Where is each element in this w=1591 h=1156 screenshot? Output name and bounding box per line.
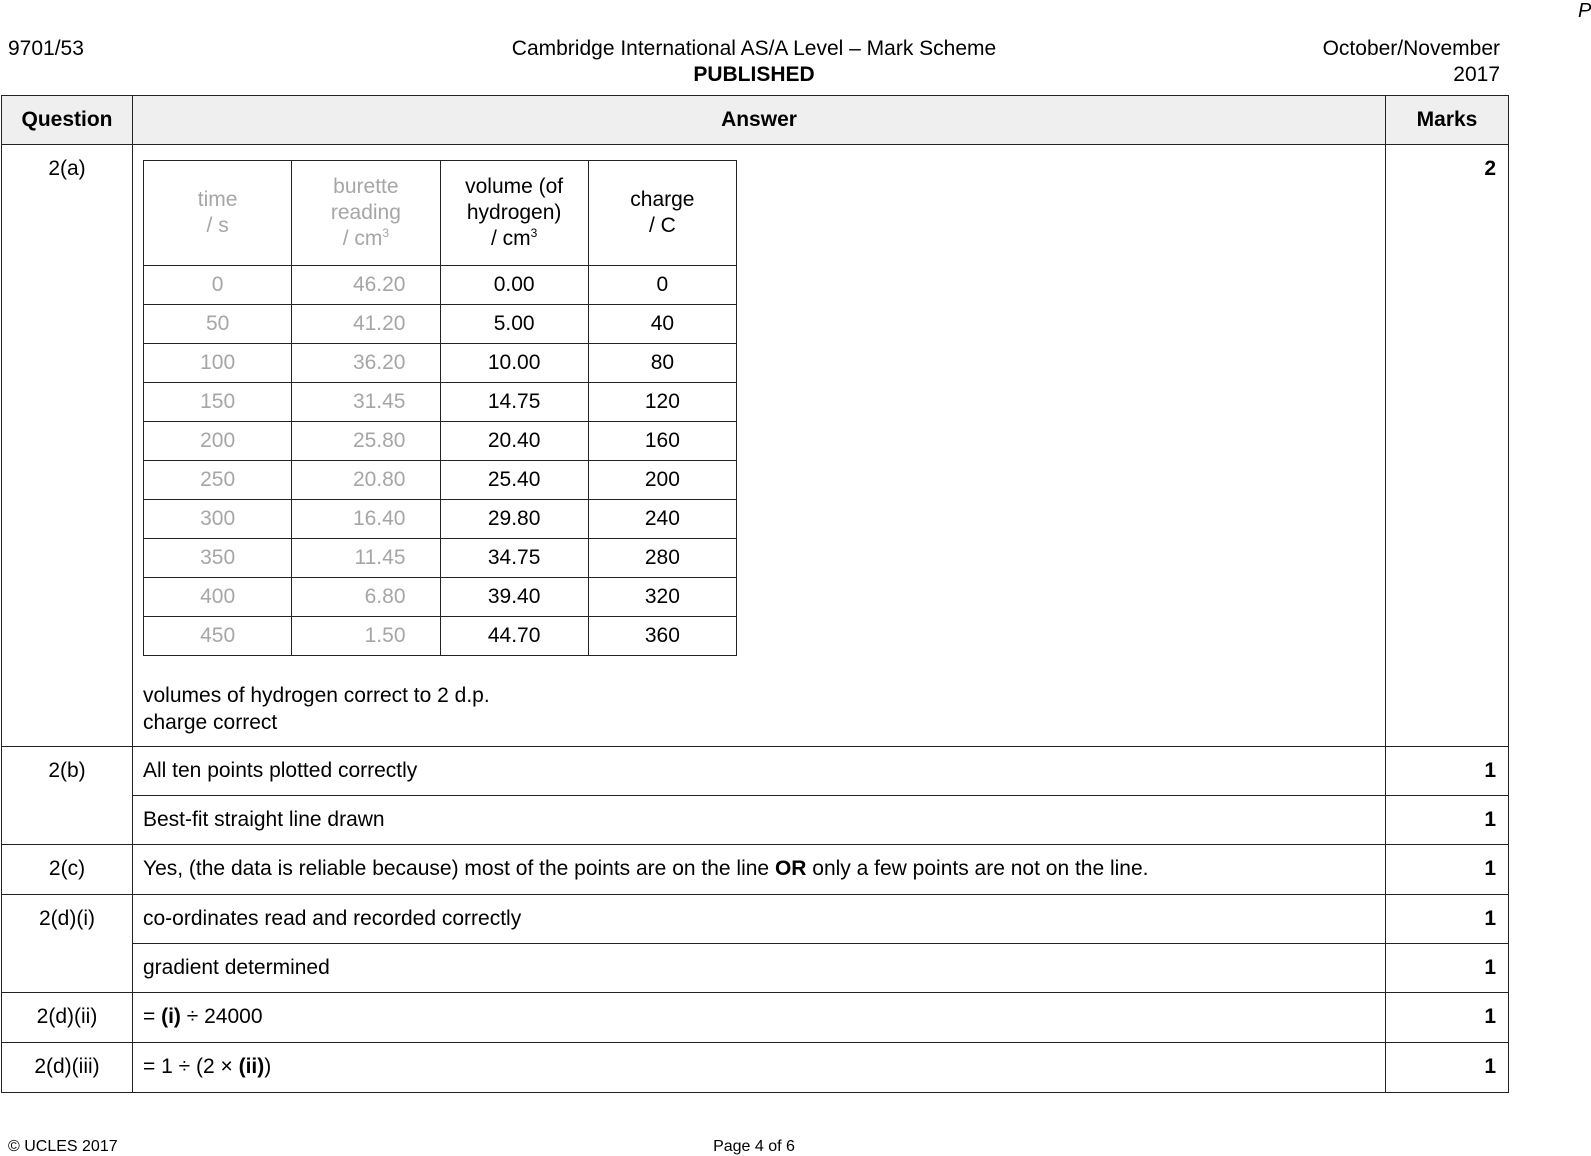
charge-cell: 40 bbox=[588, 305, 736, 344]
answer-cell bbox=[133, 145, 1386, 747]
results-header-row bbox=[144, 161, 737, 266]
burette-cell: 16.40 bbox=[292, 500, 440, 539]
charge-cell: 320 bbox=[588, 578, 736, 617]
time-cell: 0 bbox=[144, 266, 292, 305]
burette-cell: 41.20 bbox=[292, 305, 440, 344]
answer-cell: co-ordinates read and recorded correctly bbox=[133, 895, 1386, 944]
question-label: 2(d)(ii) bbox=[2, 993, 133, 1043]
results-row bbox=[144, 461, 737, 500]
volume-cell: 5.00 bbox=[440, 305, 588, 344]
document-title: Cambridge International AS/A Level – Mark Scheme bbox=[511, 37, 997, 60]
time-cell: 400 bbox=[144, 578, 292, 617]
time-cell: 50 bbox=[144, 305, 292, 344]
results-row bbox=[144, 500, 737, 539]
table-row bbox=[2, 944, 1509, 993]
volume-cell: 10.00 bbox=[440, 344, 588, 383]
results-row bbox=[144, 539, 737, 578]
time-header: time / s bbox=[144, 161, 292, 266]
results-row bbox=[144, 422, 737, 461]
mark-scheme-table bbox=[1, 95, 1509, 1093]
table-row bbox=[2, 993, 1509, 1043]
marks-value: 1 bbox=[1386, 993, 1509, 1043]
burette-cell: 36.20 bbox=[292, 344, 440, 383]
charge-cell: 120 bbox=[588, 383, 736, 422]
results-table bbox=[143, 160, 737, 656]
time-cell: 150 bbox=[144, 383, 292, 422]
answer-cell: = 1 ÷ (2 × (ii)) bbox=[133, 1043, 1386, 1093]
answer-cell: Best-fit straight line drawn bbox=[133, 796, 1386, 845]
charge-cell: 280 bbox=[588, 539, 736, 578]
volume-cell: 34.75 bbox=[440, 539, 588, 578]
volume-cell: 0.00 bbox=[440, 266, 588, 305]
volume-cell: 29.80 bbox=[440, 500, 588, 539]
marks-value: 1 bbox=[1386, 944, 1509, 993]
question-label: 2(d)(iii) bbox=[2, 1043, 133, 1093]
table-row bbox=[2, 895, 1509, 944]
burette-cell: 1.50 bbox=[292, 617, 440, 656]
burette-cell: 11.45 bbox=[292, 539, 440, 578]
time-cell: 100 bbox=[144, 344, 292, 383]
page-corner-mark: P bbox=[1578, 0, 1591, 22]
marks-value: 1 bbox=[1386, 747, 1509, 796]
charge-cell: 360 bbox=[588, 617, 736, 656]
marks-value: 2 bbox=[1386, 145, 1509, 747]
answer-cell: Yes, (the data is reliable because) most of the points are on the line OR only a few points are not on the line. bbox=[133, 845, 1386, 895]
charge-cell: 240 bbox=[588, 500, 736, 539]
question-column-header: Question bbox=[2, 96, 133, 145]
answer-cell: All ten points plotted correctly bbox=[133, 747, 1386, 796]
syllabus-code: 9701/53 bbox=[8, 37, 84, 60]
question-label: 2(c) bbox=[2, 845, 133, 895]
question-label: 2(a) bbox=[2, 145, 133, 747]
results-row bbox=[144, 266, 737, 305]
note-line: volumes of hydrogen correct to 2 d.p. bbox=[143, 684, 490, 707]
time-cell: 200 bbox=[144, 422, 292, 461]
charge-cell: 200 bbox=[588, 461, 736, 500]
table-row bbox=[2, 796, 1509, 845]
marks-column-header: Marks bbox=[1386, 96, 1509, 145]
burette-cell: 31.45 bbox=[292, 383, 440, 422]
charge-cell: 160 bbox=[588, 422, 736, 461]
answer-column-header: Answer bbox=[133, 96, 1386, 145]
copyright-notice: © UCLES 2017 bbox=[8, 1138, 118, 1155]
time-cell: 250 bbox=[144, 461, 292, 500]
marking-note bbox=[143, 682, 1375, 746]
table-row bbox=[2, 845, 1509, 895]
session-year: 2017 bbox=[1453, 63, 1500, 86]
page-number: Page 4 of 6 bbox=[713, 1138, 795, 1155]
table-row bbox=[2, 1043, 1509, 1093]
marks-value: 1 bbox=[1386, 845, 1509, 895]
marks-value: 1 bbox=[1386, 796, 1509, 845]
results-row bbox=[144, 383, 737, 422]
burette-cell: 6.80 bbox=[292, 578, 440, 617]
results-row bbox=[144, 305, 737, 344]
burette-cell: 20.80 bbox=[292, 461, 440, 500]
marks-value: 1 bbox=[1386, 1043, 1509, 1093]
answer-cell: = (i) ÷ 24000 bbox=[133, 993, 1386, 1043]
document-header bbox=[0, 36, 1508, 88]
time-cell: 450 bbox=[144, 617, 292, 656]
volume-cell: 14.75 bbox=[440, 383, 588, 422]
table-header-row bbox=[2, 96, 1509, 145]
burette-cell: 25.80 bbox=[292, 422, 440, 461]
table-row bbox=[2, 145, 1509, 747]
question-label: 2(d)(i) bbox=[2, 895, 133, 993]
charge-header: charge / C bbox=[588, 161, 736, 266]
burette-cell: 46.20 bbox=[292, 266, 440, 305]
time-cell: 300 bbox=[144, 500, 292, 539]
volume-cell: 25.40 bbox=[440, 461, 588, 500]
results-row bbox=[144, 344, 737, 383]
volume-header: volume (of hydrogen) / $cm^3$ bbox=[440, 161, 588, 266]
charge-cell: 80 bbox=[588, 344, 736, 383]
charge-cell: 0 bbox=[588, 266, 736, 305]
volume-cell: 44.70 bbox=[440, 617, 588, 656]
exam-session bbox=[1323, 36, 1500, 88]
question-label: 2(b) bbox=[2, 747, 133, 845]
volume-cell: 20.40 bbox=[440, 422, 588, 461]
burette-header: burette reading / $cm^3$ bbox=[292, 161, 440, 266]
answer-cell: gradient determined bbox=[133, 944, 1386, 993]
results-row bbox=[144, 617, 737, 656]
results-row bbox=[144, 578, 737, 617]
published-label: PUBLISHED bbox=[693, 63, 815, 86]
volume-cell: 39.40 bbox=[440, 578, 588, 617]
table-row bbox=[2, 747, 1509, 796]
marks-value: 1 bbox=[1386, 895, 1509, 944]
time-cell: 350 bbox=[144, 539, 292, 578]
session-month: October/November bbox=[1322, 37, 1500, 60]
note-line: charge correct bbox=[143, 711, 278, 734]
